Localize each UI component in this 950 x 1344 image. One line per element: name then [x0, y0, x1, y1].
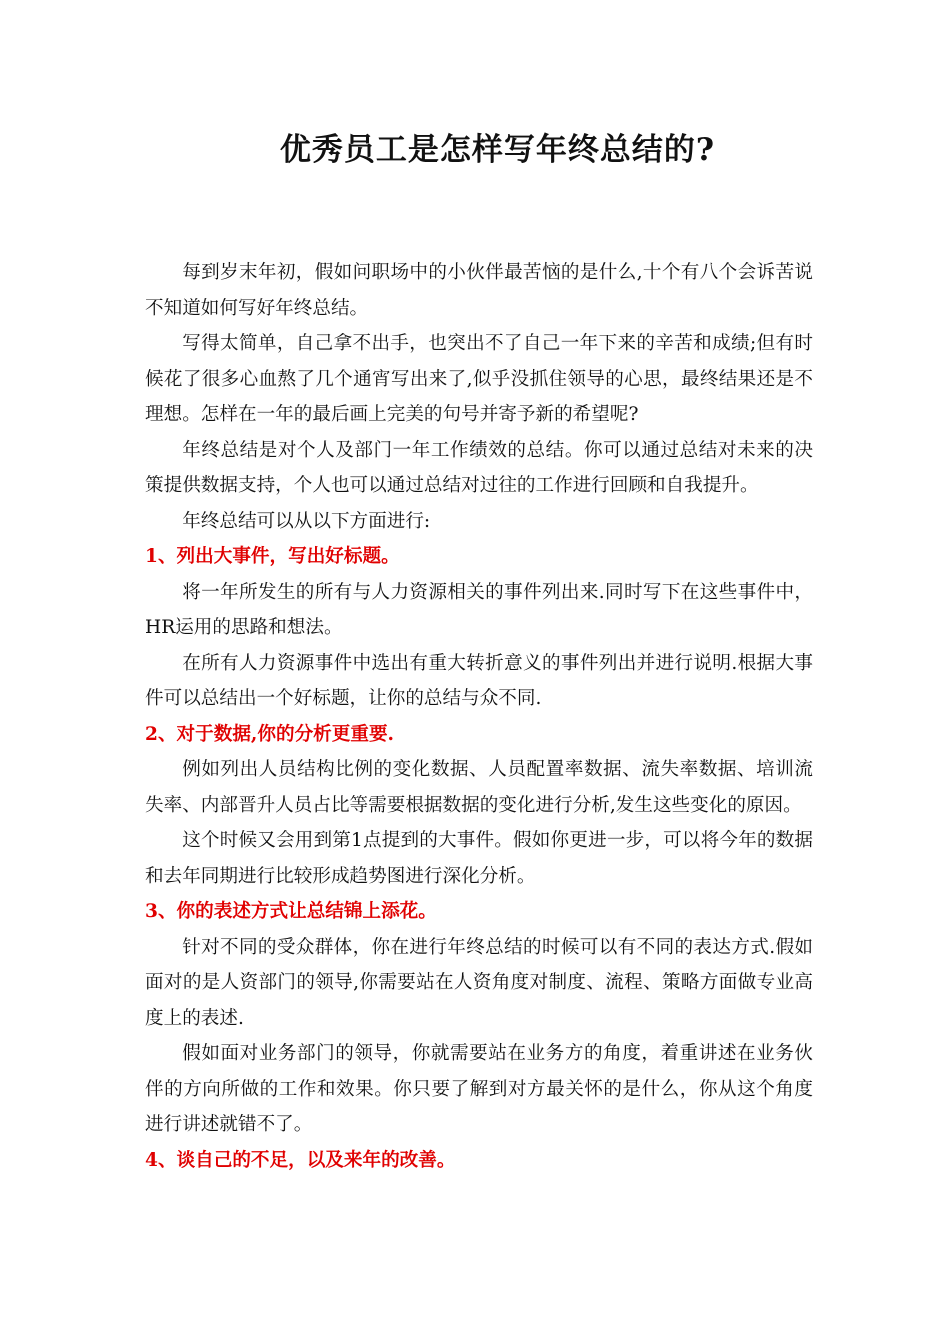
document-title: 优秀员工是怎样写年终总结的?	[279, 132, 716, 168]
paragraph: 假如面对业务部门的领导，你就需要站在业务方的角度，着重讲述在业务伙伴的方向所做的工作和效果。你只要了解到对方最关怀的是什么，你从这个角度进行讲述就错不了。	[145, 1043, 813, 1135]
paragraph: 每到岁末年初，假如问职场中的小伙伴最苦恼的是什么,十个有八个会诉苦说不知道如何写好年终总结。	[145, 262, 813, 319]
section-heading: 4、谈自己的不足，以及来年的改善。	[145, 1149, 456, 1171]
paragraph: 针对不同的受众群体，你在进行年终总结的时候可以有不同的表达方式.假如面对的是人资部门的领导,你需要站在人资角度对制度、流程、策略方面做专业高度上的表述.	[145, 936, 813, 1029]
paragraph: 写得太简单，自己拿不出手，也突出不了自己一年下来的辛苦和成绩;但有时候花了很多心血熬了几个通宵写出来了,似乎没抓住领导的心思，最终结果还是不理想。怎样在一年的最后画上完美的句号并寄予新的希望呢?	[145, 333, 813, 425]
paragraph: 在所有人力资源事件中选出有重大转折意义的事件列出并进行说明.根据大事件可以总结出一个好标题，让你的总结与众不同.	[145, 652, 813, 709]
paragraph: 将一年所发生的所有与人力资源相关的事件列出来.同时写下在这些事件中，HR运用的思路和想法。	[145, 581, 813, 638]
paragraph: 例如列出人员结构比例的变化数据、人员配置率数据、流失率数据、培训流失率、内部晋升人员占比等需要根据数据的变化进行分析,发生这些变化的原因。	[145, 759, 813, 816]
paragraph: 年终总结是对个人及部门一年工作绩效的总结。你可以通过总结对未来的决策提供数据支持，个人也可以通过总结对过往的工作进行回顾和自我提升。	[145, 439, 813, 496]
section-heading: 1、列出大事件，写出好标题。	[145, 546, 400, 567]
document-body	[145, 255, 813, 1178]
paragraph: 年终总结可以从以下方面进行:	[182, 510, 431, 532]
paragraph: 这个时候又会用到第1点提到的大事件。假如你更进一步，可以将今年的数据和去年同期进行比较形成趋势图进行深化分析。	[145, 830, 813, 887]
section-heading: 2、对于数据,你的分析更重要.	[145, 723, 395, 745]
section-heading: 3、你的表述方式让总结锦上添花。	[145, 901, 437, 922]
